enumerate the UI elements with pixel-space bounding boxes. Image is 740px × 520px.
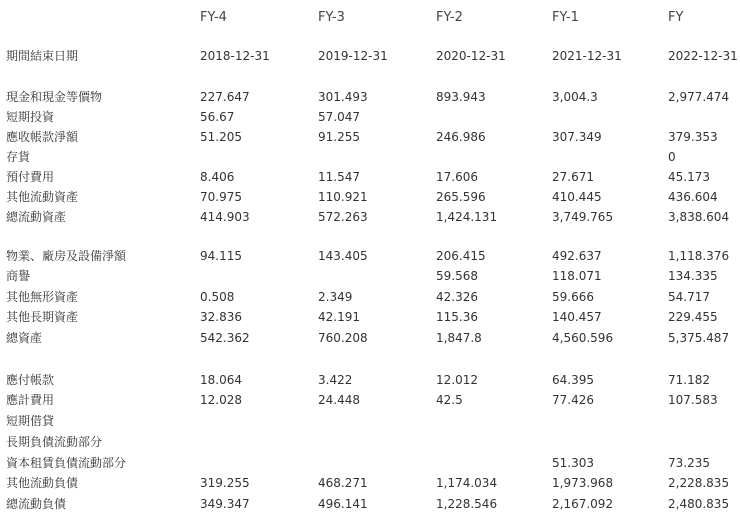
cell-value: 5,375.487 (668, 331, 730, 345)
cell-value: 42.326 (436, 290, 478, 304)
cell-value: 572.263 (318, 210, 368, 224)
cell-value: 492.637 (552, 249, 602, 263)
row-label: 商譽 (6, 269, 31, 283)
cell-value: 229.455 (668, 310, 718, 324)
cell-value: 91.255 (318, 130, 360, 144)
cell-value: 42.5 (436, 393, 463, 407)
row-label: 其他無形資產 (6, 290, 79, 304)
row-label: 期間結束日期 (6, 49, 79, 63)
cell-value: 73.235 (668, 456, 710, 470)
cell-value: 59.568 (436, 269, 478, 283)
table-row (0, 494, 740, 514)
cell-value: 64.395 (552, 373, 594, 387)
cell-value: 32.836 (200, 310, 242, 324)
cell-value: 206.415 (436, 249, 486, 263)
cell-value: 468.271 (318, 476, 368, 490)
cell-value: 134.335 (668, 269, 718, 283)
cell-value: 301.493 (318, 90, 368, 104)
cell-value: 1,174.034 (436, 476, 498, 490)
cell-value: 1,228.546 (436, 497, 498, 511)
cell-value: 307.349 (552, 130, 602, 144)
cell-value: 18.064 (200, 373, 242, 387)
cell-value: 349.347 (200, 497, 250, 511)
cell-value: 1,424.131 (436, 210, 498, 224)
cell-value: 11.547 (318, 170, 360, 184)
cell-value: 51.205 (200, 130, 242, 144)
table-row (0, 167, 740, 187)
cell-value: 2018-12-31 (200, 49, 270, 63)
cell-value: 893.943 (436, 90, 486, 104)
row-label: 物業、廠房及設備淨額 (6, 249, 127, 263)
cell-value: 24.448 (318, 393, 360, 407)
table-row (0, 266, 740, 286)
table-row (0, 432, 740, 452)
period-end-row (0, 46, 740, 66)
cell-value: 0 (668, 150, 676, 164)
row-label: 存貨 (6, 150, 31, 164)
table-row (0, 246, 740, 266)
row-label: 其他流動負債 (6, 476, 79, 490)
cell-value: 59.666 (552, 290, 594, 304)
cell-value: 77.426 (552, 393, 594, 407)
table-row (0, 390, 740, 410)
table-row (0, 107, 740, 127)
table-row (0, 187, 740, 207)
cell-value: 4,560.596 (552, 331, 614, 345)
row-label: 短期借貸 (6, 414, 55, 428)
table-row (0, 328, 740, 348)
cell-value: 2.349 (318, 290, 353, 304)
cell-value: 410.445 (552, 190, 602, 204)
cell-value: 3,749.765 (552, 210, 614, 224)
cell-value: 54.717 (668, 290, 710, 304)
table-row (0, 287, 740, 307)
cell-value: 1,847.8 (436, 331, 482, 345)
cell-value: 496.141 (318, 497, 368, 511)
cell-value: 2020-12-31 (436, 49, 506, 63)
table-row (0, 453, 740, 473)
cell-value: 227.647 (200, 90, 250, 104)
cell-value: 143.405 (318, 249, 368, 263)
cell-value: 319.255 (200, 476, 250, 490)
table-row (0, 87, 740, 107)
cell-value: 246.986 (436, 130, 486, 144)
cell-value: 57.047 (318, 110, 360, 124)
row-label: 其他長期資產 (6, 310, 79, 324)
cell-value: 17.606 (436, 170, 478, 184)
cell-value: 760.208 (318, 331, 368, 345)
cell-value: 140.457 (552, 310, 602, 324)
cell-value: 2,228.835 (668, 476, 730, 490)
period-header: FY-1 (552, 10, 579, 25)
row-label: 資本租賃負債流動部分 (6, 456, 127, 470)
row-label: 應付帳款 (6, 373, 55, 387)
cell-value: 1,973.968 (552, 476, 614, 490)
table-row (0, 207, 740, 227)
table-row (0, 370, 740, 390)
table-row (0, 307, 740, 327)
cell-value: 94.115 (200, 249, 242, 263)
period-header-row (0, 8, 740, 28)
table-row (0, 147, 740, 167)
cell-value: 3,838.604 (668, 210, 730, 224)
row-label: 其他流動資產 (6, 190, 79, 204)
cell-value: 2019-12-31 (318, 49, 388, 63)
period-header: FY-4 (200, 10, 227, 25)
cell-value: 42.191 (318, 310, 360, 324)
period-header: FY (668, 10, 684, 25)
cell-value: 2,977.474 (668, 90, 730, 104)
cell-value: 436.604 (668, 190, 718, 204)
table-row (0, 473, 740, 493)
cell-value: 45.173 (668, 170, 710, 184)
row-label: 總流動負債 (6, 497, 67, 511)
row-label: 應收帳款淨額 (6, 130, 79, 144)
cell-value: 3.422 (318, 373, 353, 387)
cell-value: 2,167.092 (552, 497, 614, 511)
row-label: 總流動資產 (6, 210, 67, 224)
cell-value: 2022-12-31 (668, 49, 738, 63)
row-label: 長期負債流動部分 (6, 435, 103, 449)
period-header: FY-3 (318, 10, 345, 25)
table-row (0, 411, 740, 431)
period-header: FY-2 (436, 10, 463, 25)
cell-value: 27.671 (552, 170, 594, 184)
cell-value: 379.353 (668, 130, 718, 144)
cell-value: 107.583 (668, 393, 718, 407)
cell-value: 115.36 (436, 310, 478, 324)
cell-value: 265.596 (436, 190, 486, 204)
cell-value: 0.508 (200, 290, 235, 304)
row-label: 預付費用 (6, 170, 55, 184)
cell-value: 2,480.835 (668, 497, 730, 511)
cell-value: 110.921 (318, 190, 368, 204)
cell-value: 8.406 (200, 170, 235, 184)
cell-value: 542.362 (200, 331, 250, 345)
cell-value: 71.182 (668, 373, 710, 387)
cell-value: 56.67 (200, 110, 235, 124)
cell-value: 12.028 (200, 393, 242, 407)
cell-value: 2021-12-31 (552, 49, 622, 63)
row-label: 總資產 (6, 331, 43, 345)
cell-value: 3,004.3 (552, 90, 598, 104)
row-label: 應計費用 (6, 393, 55, 407)
row-label: 現金和現金等價物 (6, 90, 103, 104)
cell-value: 1,118.376 (668, 249, 730, 263)
cell-value: 70.975 (200, 190, 242, 204)
cell-value: 414.903 (200, 210, 250, 224)
cell-value: 12.012 (436, 373, 478, 387)
cell-value: 118.071 (552, 269, 602, 283)
row-label: 短期投資 (6, 110, 55, 124)
table-row (0, 127, 740, 147)
cell-value: 51.303 (552, 456, 594, 470)
